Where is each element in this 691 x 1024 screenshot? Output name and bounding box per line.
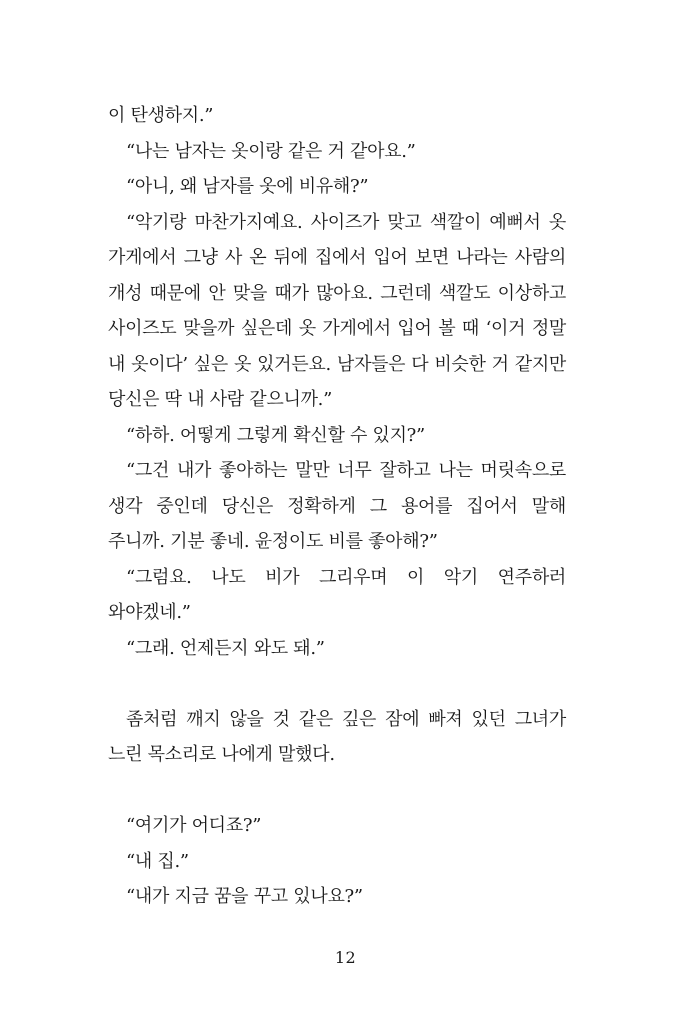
paragraph: “아니, 왜 남자를 옷에 비유해?” [126,176,369,197]
paragraph: “내 집.” [126,850,189,872]
section-gap [108,773,566,809]
paragraph: 좀처럼 깨지 않을 것 같은 깊은 잠에 빠져 있던 그녀가 느린 목소리로 나에게 말했다. [108,708,566,765]
paragraph: 이 탄생하지.” [108,105,214,126]
paragraph: “여기가 어디죠?” [126,815,262,836]
paragraph: “내가 지금 꿈을 꾸고 있나요?” [126,886,363,907]
page-body [108,98,566,915]
paragraph: “그래. 언제든지 와도 돼.” [126,637,325,659]
paragraph: “그럼요. 나도 비가 그리우며 이 악기 연주하러 와야겠네.” [108,566,566,623]
page-number: 12 [334,948,357,967]
paragraph: “하하. 어떻게 그렇게 확신할 수 있지?” [126,424,425,446]
paragraph: “나는 남자는 옷이랑 같은 거 같아요.” [126,140,416,162]
paragraph: “악기랑 마찬가지예요. 사이즈가 맞고 색깔이 예뻐서 옷 가게에서 그냥 사 온 뒤에 집에서 입어 보면 나라는 사람의 개성 때문에 안 맞을 때가 많아요. 그런데 색깔도 이상하고 사이즈도 맞을까 싶은데 옷 가게에서 입어 볼 때 ‘이거 정말 내 옷이다’ 싶은 옷 있거든요. 남자들은 다 비슷한 거 같지만 당신은 딱 내 사람 같으니까.” [108,211,566,410]
section-gap [108,666,566,702]
paragraph: “그건 내가 좋아하는 말만 너무 잘하고 나는 머릿속으로 생각 중인데 당신은 정확하게 그 용어를 집어서 말해 주니까. 기분 좋네. 윤정이도 비를 좋아해?” [108,460,566,552]
